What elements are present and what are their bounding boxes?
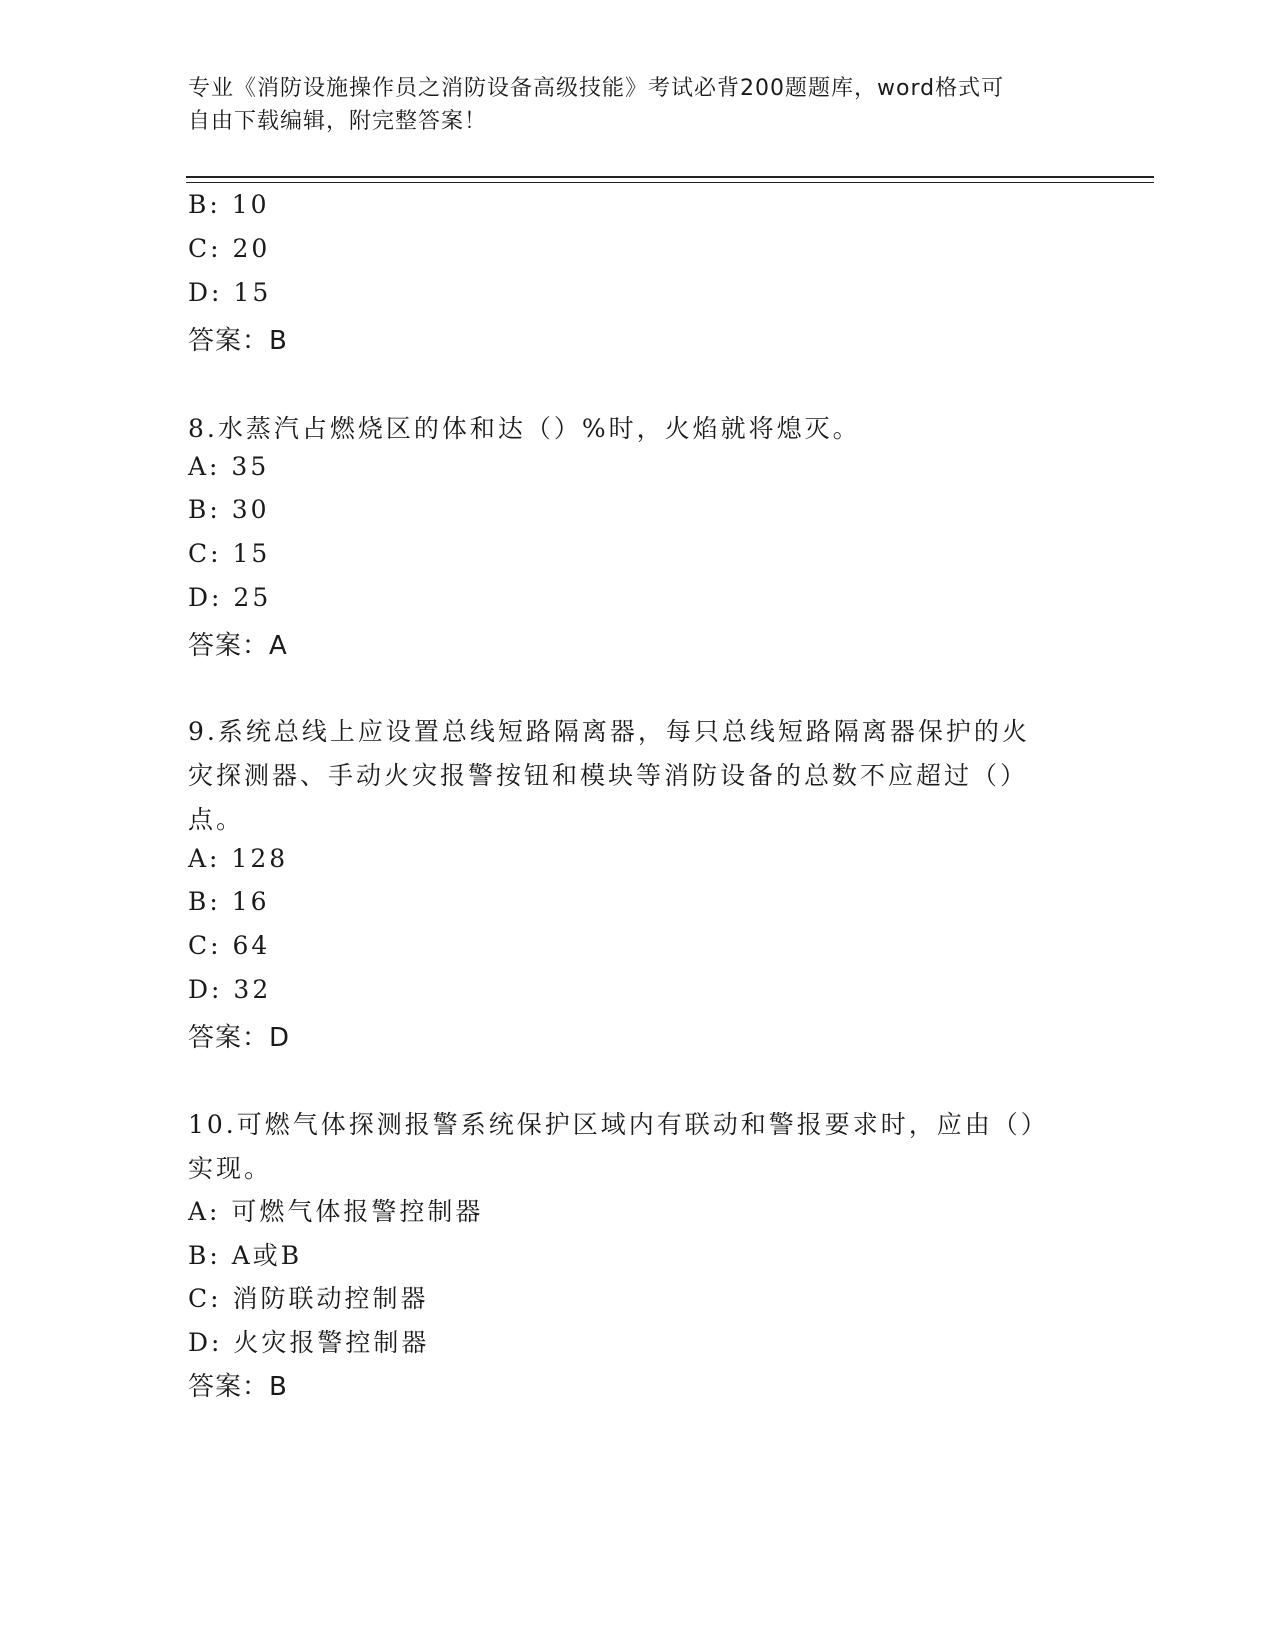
- q9-stem-line-3: 点。: [188, 805, 245, 834]
- q9-option-c: C: 64: [188, 931, 271, 960]
- q7-answer: 答案：B: [188, 326, 288, 356]
- q9-stem-line-2: 灾探测器、手动火灾报警按钮和模块等消防设备的总数不应超过（）: [188, 761, 1029, 790]
- q10-option-d: D: 火灾报警控制器: [188, 1328, 430, 1357]
- header-title-line-1: 专业《消防设施操作员之消防设备高级技能》考试必背200题题库，word格式可: [188, 76, 1005, 101]
- q9-answer: 答案：D: [188, 1023, 291, 1053]
- q10-option-c: C: 消防联动控制器: [188, 1284, 429, 1313]
- q10-option-b: B: A或B: [188, 1241, 303, 1270]
- q8-option-b: B: 30: [188, 495, 270, 524]
- q10-answer: 答案：B: [188, 1372, 288, 1402]
- q7-option-d: D: 15: [188, 278, 272, 307]
- q7-option-c: C: 20: [188, 234, 271, 263]
- q10-stem-line-2: 实现。: [188, 1154, 273, 1183]
- q9-option-b: B: 16: [188, 887, 270, 916]
- q8-option-c: C: 15: [188, 539, 271, 568]
- q9-stem-line-1: 9.系统总线上应设置总线短路隔离器，每只总线短路隔离器保护的火: [188, 717, 1030, 746]
- q8-stem: 8.水蒸汽占燃烧区的体和达（）%时，火焰就将熄灭。: [188, 414, 861, 443]
- header-divider-thick: [186, 176, 1154, 178]
- q8-answer: 答案：A: [188, 631, 288, 661]
- q9-option-d: D: 32: [188, 975, 272, 1004]
- q9-option-a: A: 128: [188, 844, 289, 873]
- q8-option-a: A: 35: [188, 452, 270, 481]
- q7-option-b: B: 10: [188, 190, 270, 219]
- q8-option-d: D: 25: [188, 583, 272, 612]
- q10-stem-line-1: 10.可燃气体探测报警系统保护区域内有联动和警报要求时，应由（）: [188, 1110, 1049, 1139]
- header-divider-thin: [186, 182, 1154, 183]
- q10-option-a: A: 可燃气体报警控制器: [188, 1197, 484, 1226]
- page-header: [188, 72, 1068, 138]
- header-title-line-2: 自由下载编辑，附完整答案！: [188, 109, 488, 134]
